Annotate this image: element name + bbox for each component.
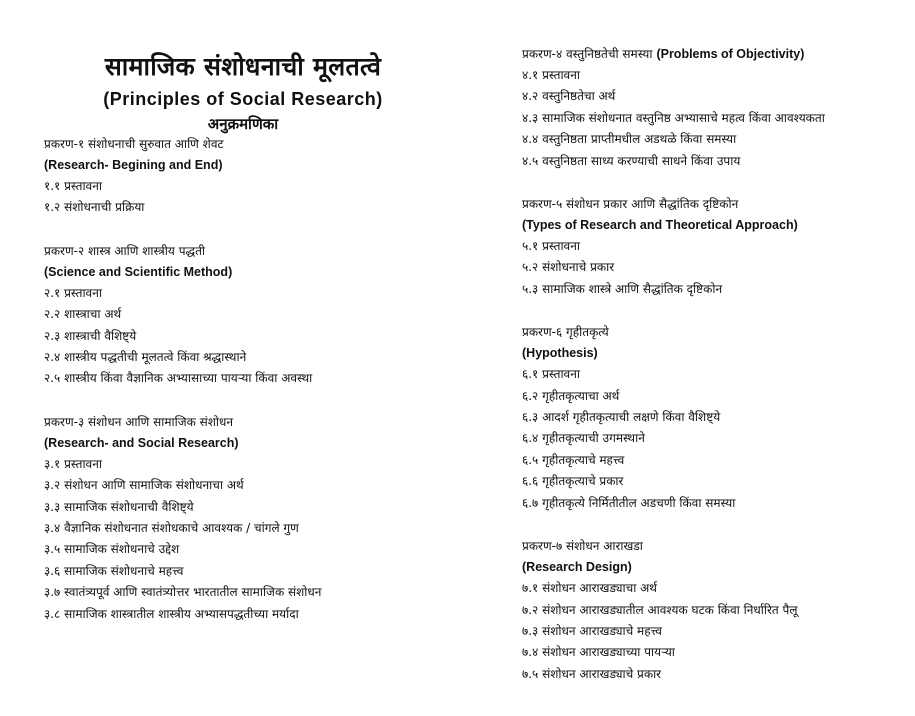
chapter-block	[44, 412, 464, 625]
toc-item: ५.२ संशोधनाचे प्रकार	[522, 260, 615, 275]
chapter-spacer	[44, 390, 464, 412]
chapter-title-marathi: प्रकरण-७ संशोधन आराखडा	[522, 539, 643, 554]
toc-item: ३.३ सामाजिक संशोधनाची वैशिष्ट्ये	[44, 499, 194, 514]
toc-item: ७.१ संशोधन आराखड्याचा अर्थ	[522, 581, 657, 596]
toc-item: २.५ शास्त्रीय किंवा वैज्ञानिक अभ्यासाच्या पायऱ्या किंवा अवस्था	[44, 371, 313, 386]
toc-item: ४.३ सामाजिक संशोधनात वस्तुनिष्ठ अभ्यासाचे महत्व किंवा आवश्यकता	[522, 110, 825, 125]
toc-item: ३.५ सामाजिक संशोधनाचे उद्देश	[44, 542, 180, 557]
chapter-english-title: (Science and Scientific Method)	[44, 264, 233, 279]
toc-item: ३.७ स्वातंत्र्यपूर्व आणि स्वातंत्र्योत्तर भारतातील सामाजिक संशोधन	[44, 585, 322, 600]
page-subtitle: (Principles of Social Research)	[103, 89, 383, 109]
chapter-title-marathi: प्रकरण-६ गृहीतकृत्ये	[522, 325, 609, 340]
toc-item: ३.४ वैज्ञानिक संशोधनात संशोधकाचे आवश्यक / चांगले गुण	[44, 521, 299, 536]
chapter-title-marathi: प्रकरण-२ शास्त्र आणि शास्त्रीय पद्धती	[44, 243, 206, 258]
toc-item: ६.६ गृहीतकृत्याचे प्रकार	[522, 474, 624, 489]
chapter-spacer	[522, 514, 912, 536]
toc-item: ७.२ संशोधन आराखड्यातील आवश्यक घटक किंवा निर्धारित पैलू	[522, 602, 798, 617]
toc-item: ४.१ प्रस्तावना	[522, 68, 580, 82]
toc-item: ५.३ सामाजिक शास्त्रे आणि सैद्धांतिक दृष्टिकोन	[522, 281, 723, 296]
toc-item: २.१ प्रस्तावना	[44, 285, 102, 300]
toc-item: २.४ शास्त्रीय पद्धतीची मूलतत्वे किंवा श्रद्धास्थाने	[44, 350, 247, 365]
chapter-spacer	[44, 219, 464, 241]
toc-item: ३.२ संशोधन आणि सामाजिक संशोधनाचा अर्थ	[44, 478, 244, 493]
toc-item: ६.५ गृहीतकृत्याचे महत्त्व	[522, 452, 625, 467]
toc-item: २.३ शास्त्राची वैशिष्ट्ये	[44, 328, 137, 343]
chapter-block	[522, 536, 912, 685]
chapter-title	[44, 241, 464, 262]
chapter-title	[522, 322, 912, 343]
chapter-spacer	[522, 172, 912, 194]
toc-item: २.२ शास्त्राचा अर्थ	[44, 307, 122, 322]
toc-item: ५.१ प्रस्तावना	[522, 239, 580, 254]
toc-heading: अनुक्रमणिका	[207, 115, 279, 133]
chapter-block	[522, 194, 912, 300]
chapter-block	[44, 241, 464, 390]
page-title: सामाजिक संशोधनाची मूलतत्वे	[104, 52, 382, 81]
chapter-english-title: (Hypothesis)	[522, 346, 598, 361]
toc-item: ६.७ गृहीतकृत्ये निर्मितीतील अडचणी किंवा समस्या	[522, 495, 736, 510]
chapter-spacer	[522, 300, 912, 322]
toc-item: १.२ संशोधनाची प्रक्रिया	[44, 200, 145, 215]
chapter-english-title: (Types of Research and Theoretical Approach)	[522, 218, 798, 233]
chapter-title-english: (Problems of Objectivity)	[656, 47, 805, 61]
toc-item: १.१ प्रस्तावना	[44, 179, 102, 193]
chapter-block	[44, 134, 464, 219]
chapter-english-title: (Research- Begining and End)	[44, 158, 223, 172]
toc-item: ३.१ प्रस्तावना	[44, 456, 102, 471]
title-block	[44, 52, 464, 134]
chapter-title	[522, 194, 912, 215]
chapter-title-marathi: प्रकरण-१ संशोधनाची सुरुवात आणि शेवट	[44, 137, 224, 151]
toc-item: ७.३ संशोधन आराखड्याचे महत्त्व	[522, 623, 662, 638]
chapter-english-title: (Research- and Social Research)	[44, 435, 239, 450]
toc-item: ४.४ वस्तुनिष्ठता प्राप्तीमधील अडथळे किंवा समस्या	[522, 132, 737, 147]
chapter-title-marathi: प्रकरण-३ संशोधन आणि सामाजिक संशोधन	[44, 414, 234, 429]
toc-item: ७.५ संशोधन आराखड्याचे प्रकार	[522, 666, 662, 681]
toc-item: ३.६ सामाजिक संशोधनाचे महत्त्व	[44, 563, 184, 578]
left-column	[44, 0, 464, 625]
toc-item: ६.४ गृहीतकृत्याची उगमस्थाने	[522, 431, 645, 446]
chapter-block	[522, 44, 912, 172]
chapter-title	[44, 134, 464, 155]
right-column	[522, 44, 912, 685]
chapter-english-title: (Research Design)	[522, 560, 632, 575]
toc-item: ६.१ प्रस्तावना	[522, 367, 580, 382]
chapter-title	[522, 536, 912, 557]
chapter-title-marathi: प्रकरण-५ संशोधन प्रकार आणि सैद्धांतिक दृष्टिकोन	[522, 197, 739, 212]
chapter-block	[522, 322, 912, 514]
right-chapter-list	[522, 44, 912, 685]
toc-item: ६.२ गृहीतकृत्याचा अर्थ	[522, 388, 620, 403]
toc-item: ४.५ वस्तुनिष्ठता साध्य करण्याची साधने किंवा उपाय	[522, 153, 741, 168]
chapter-title-marathi: प्रकरण-४ वस्तुनिष्ठतेची समस्या	[522, 47, 653, 61]
toc-item: ४.२ वस्तुनिष्ठतेचा अर्थ	[522, 89, 616, 104]
chapter-title	[522, 44, 912, 65]
chapter-title	[44, 412, 464, 433]
toc-item: ७.४ संशोधन आराखड्याच्या पायऱ्या	[522, 645, 675, 660]
toc-item: ३.८ सामाजिक शास्त्रातील शास्त्रीय अभ्यासपद्धतीच्या मर्यादा	[44, 606, 299, 621]
left-chapter-list	[44, 134, 464, 625]
toc-item: ६.३ आदर्श गृहीतकृत्याची लक्षणे किंवा वैशिष्ट्ये	[522, 410, 721, 425]
